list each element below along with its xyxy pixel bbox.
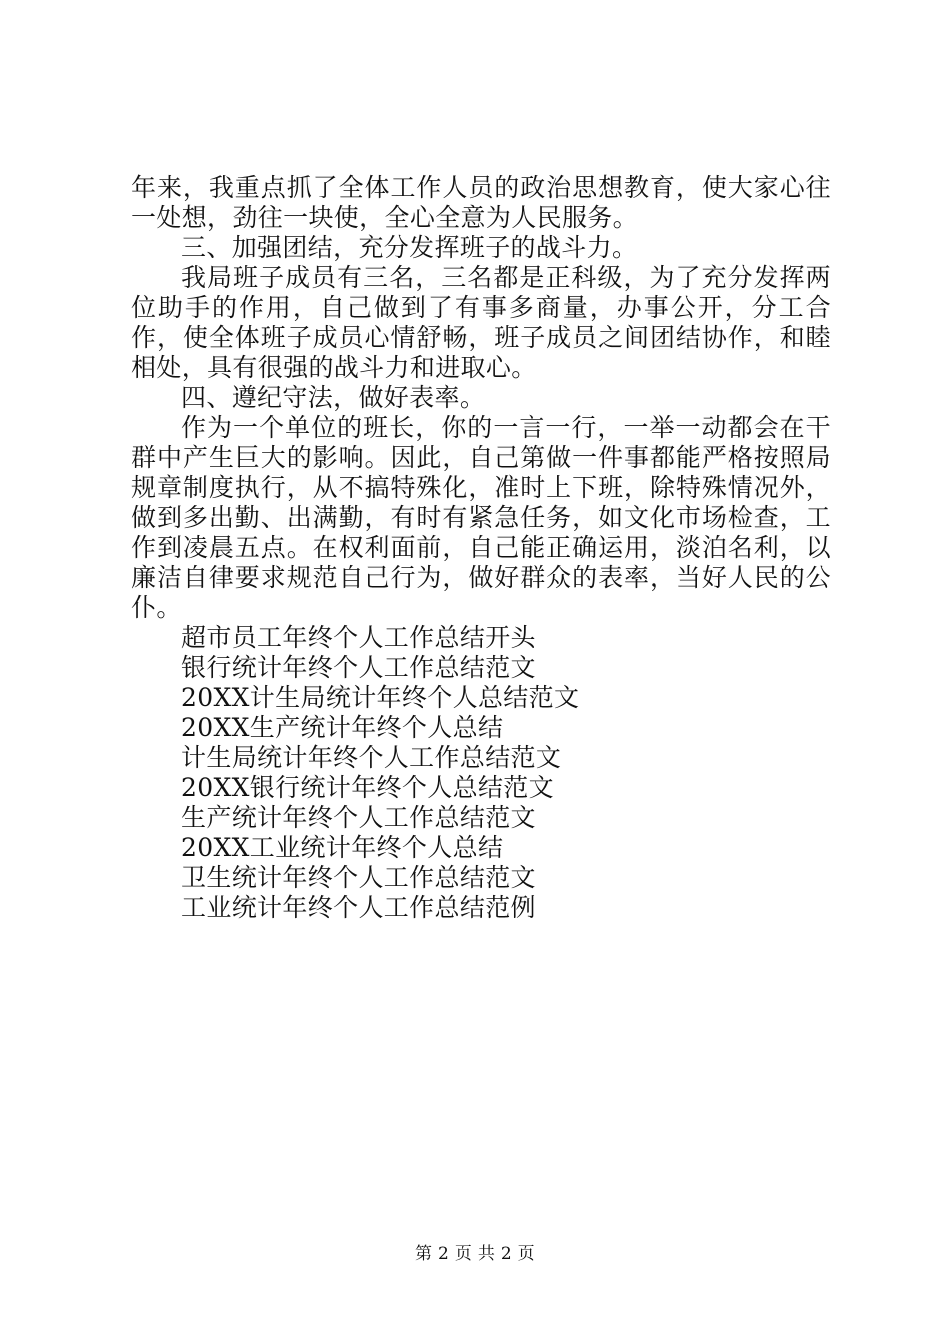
- section-heading: 三、加强团结，充分发挥班子的战斗力。: [181, 233, 638, 262]
- related-link[interactable]: 20XX生产统计年终个人总结: [181, 713, 504, 742]
- related-link[interactable]: 超市员工年终个人工作总结开头: [181, 623, 536, 652]
- related-link[interactable]: 计生局统计年终个人工作总结范文: [181, 743, 562, 772]
- paragraph: 我局班子成员有三名，三名都是正科级，为了充分发挥两位助手的作用，自己做到了有事多商量，办事公开，分工合作，使全体班子成员心情舒畅，班子成员之间团结协作，和睦相处，具有很强的战斗力和进取心。: [131, 263, 831, 382]
- related-link[interactable]: 20XX计生局统计年终个人总结范文: [181, 683, 580, 712]
- related-link[interactable]: 银行统计年终个人工作总结范文: [181, 653, 536, 682]
- related-link[interactable]: 卫生统计年终个人工作总结范文: [181, 863, 536, 892]
- paragraph: 年来，我重点抓了全体工作人员的政治思想教育，使大家心往一处想，劲往一块使，全心全意为人民服务。: [131, 173, 831, 232]
- related-link[interactable]: 工业统计年终个人工作总结范例: [181, 893, 536, 922]
- page-number-footer: 第 2 页 共 2 页: [415, 1244, 535, 1264]
- document-body: [131, 173, 831, 923]
- related-links-list: [131, 623, 831, 923]
- related-link[interactable]: 生产统计年终个人工作总结范文: [181, 803, 536, 832]
- section-heading: 四、遵纪守法，做好表率。: [181, 383, 486, 412]
- paragraph: 作为一个单位的班长，你的一言一行，一举一动都会在干群中产生巨大的影响。因此，自己第做一件事都能严格按照局规章制度执行，从不搞特殊化，准时上下班，除特殊情况外，做到多出勤、出满勤，有时有紧急任务，如文化市场检查，工作到凌晨五点。在权利面前，自己能正确运用，淡泊名利，以廉洁自律要求规范自己行为，做好群众的表率，当好人民的公仆。: [131, 413, 831, 622]
- related-link[interactable]: 20XX银行统计年终个人总结范文: [181, 773, 555, 802]
- related-link[interactable]: 20XX工业统计年终个人总结: [181, 833, 504, 862]
